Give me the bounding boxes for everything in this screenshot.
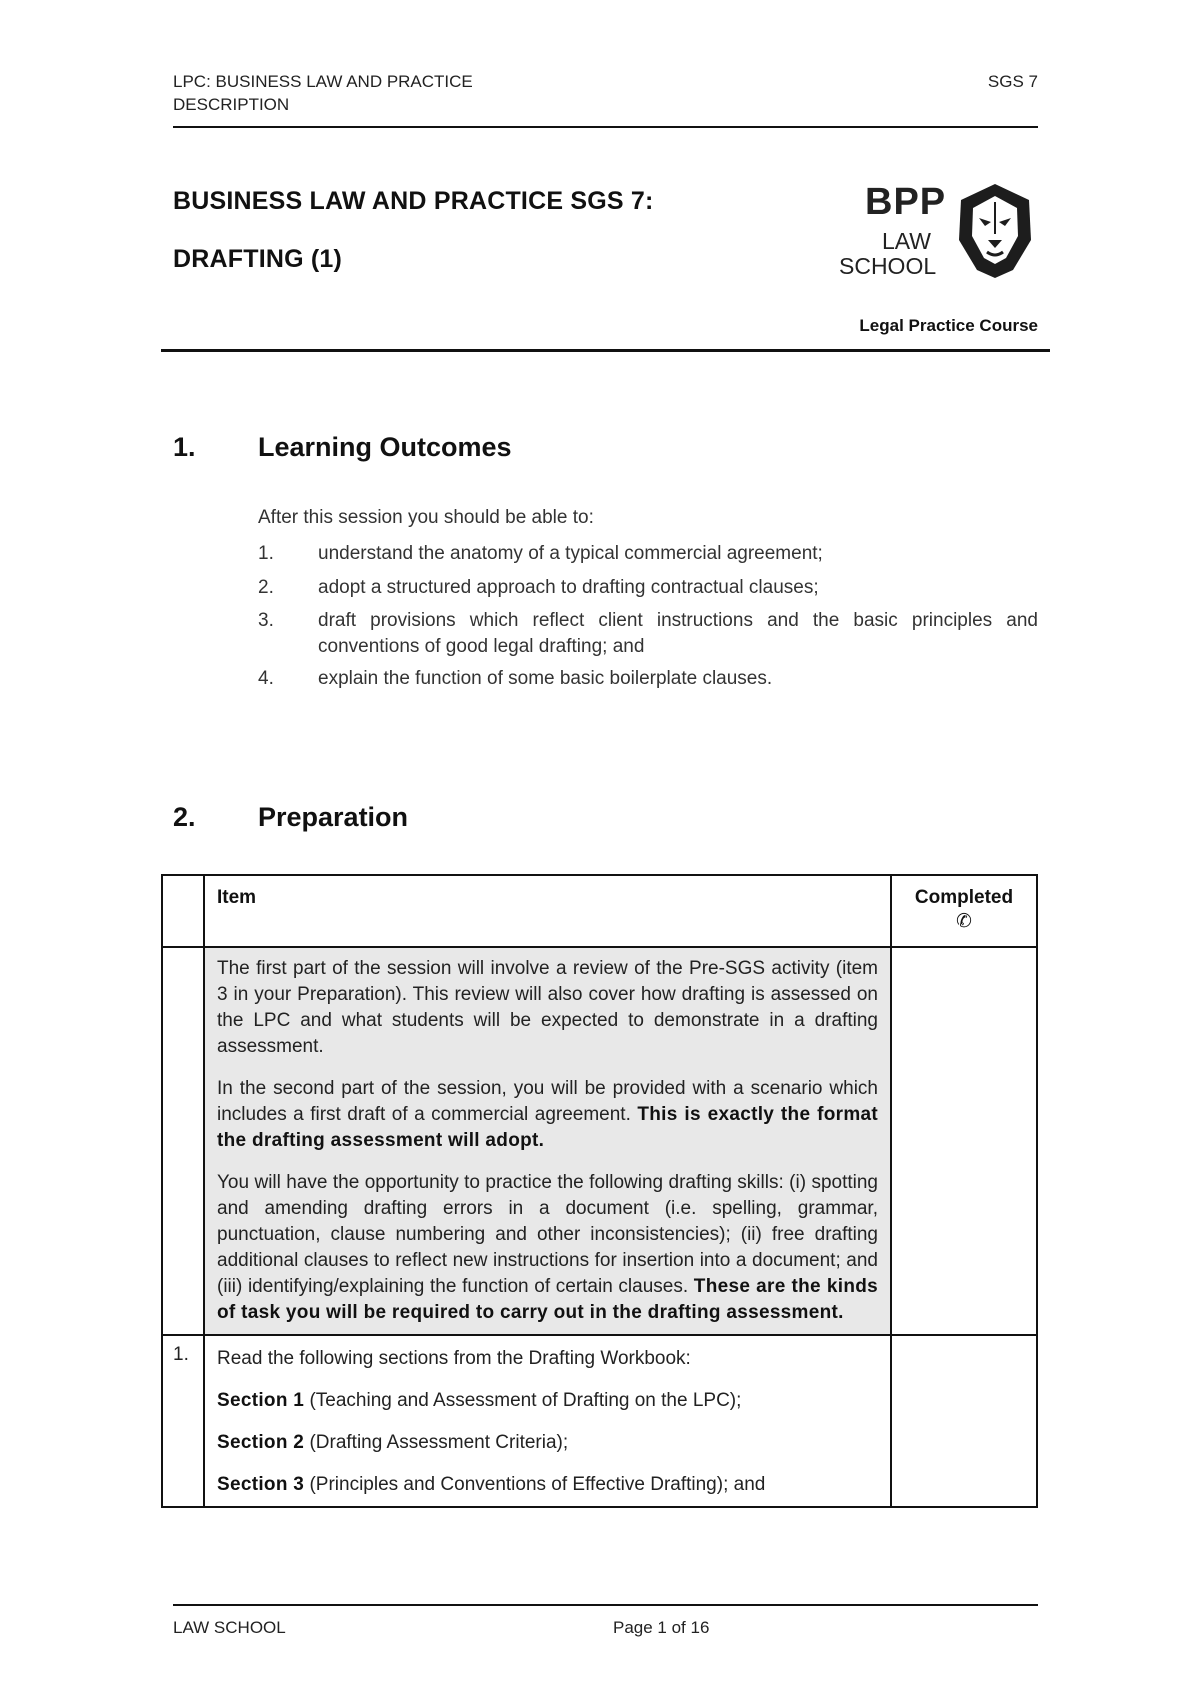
table-header-row [162, 875, 1037, 947]
overview-paragraph-2-text: In the second part of the session, you will be provided with a scenario which includes a first draft of a commercial agreement. [217, 1078, 878, 1125]
table-row [162, 1335, 1037, 1507]
learning-outcomes-intro: After this session you should be able to: [258, 507, 594, 528]
outcome-number: 2. [258, 577, 274, 598]
header-cell-completed [891, 875, 1037, 947]
section-1-title: Learning Outcomes [258, 432, 512, 462]
overview-paragraph-1: The first part of the session will involve a review of the Pre-SGS activity (item 3 in your Preparation). This review will also cover how drafting is assessed on the LPC and what students will be expected to demonstrate in a drafting assessment. [217, 958, 878, 1057]
footer-left: LAW SCHOOL [173, 1618, 286, 1637]
outcome-text: explain the function of some basic boilerplate clauses. [318, 668, 773, 689]
completed-cell [891, 947, 1037, 1335]
table-row [162, 947, 1037, 1335]
header-description: DESCRIPTION [173, 95, 290, 114]
header-sgs-code: SGS 7 [987, 72, 1038, 91]
overview-paragraph-3 [217, 1170, 878, 1326]
lion-head-icon [955, 182, 1035, 280]
overview-paragraph-3-text: You will have the opportunity to practice the following drafting skills: (i) spotting and amending drafting errors in a document (i.e. spelling, grammar, punctuation, clause numbering and other inconsistencies); (ii) free drafting additional clauses to reflect new instructions for insertion into a document; and (iii) identifying/explaining the function of certain clauses. [217, 1172, 878, 1297]
document-title-line2: DRAFTING (1) [173, 245, 343, 273]
completed-label: Completed [914, 887, 1014, 908]
page-number: Page 1 of 16 [613, 1618, 710, 1637]
overview-paragraph-3-bold: These are the kinds of task you will be required to carry out in the drafting assessment. [217, 1276, 878, 1323]
reading-section-2 [217, 1430, 878, 1456]
overview-paragraph-2-bold: This is exactly the format the drafting assessment will adopt. [217, 1104, 879, 1151]
row-number-cell: 1. [162, 1335, 204, 1507]
completed-cell [891, 1335, 1037, 1507]
section-2-title: Preparation [258, 802, 409, 832]
header-rule [173, 126, 1038, 128]
header-course-line: LPC: BUSINESS LAW AND PRACTICE [173, 72, 473, 91]
outcome-text: adopt a structured approach to drafting contractual clauses; [318, 577, 819, 598]
header-cell-number [162, 875, 204, 947]
document-title-line1: BUSINESS LAW AND PRACTICE SGS 7: [173, 187, 654, 215]
outcome-number: 1. [258, 543, 274, 564]
logo-school: SCHOOL [839, 253, 937, 279]
header-cell-item: Item [204, 875, 891, 947]
preparation-table [161, 874, 1038, 1508]
section-label: Section 2 [217, 1432, 305, 1453]
logo-law: LAW [882, 228, 931, 254]
section-text: (Drafting Assessment Criteria); [304, 1432, 569, 1453]
outcome-number: 3. [258, 610, 274, 631]
outcome-number: 4. [258, 668, 274, 689]
bpp-logo [836, 180, 956, 290]
section-label: Section 3 [217, 1474, 305, 1495]
reading-lead: Read the following sections from the Drafting Workbook: [217, 1348, 691, 1369]
reading-cell [204, 1335, 891, 1507]
reading-section-1 [217, 1388, 878, 1414]
section-2-number: 2. [173, 802, 196, 832]
section-text: (Principles and Conventions of Effective Drafting); and [304, 1474, 766, 1495]
overview-paragraph-2 [217, 1076, 878, 1154]
row-number-cell [162, 947, 204, 1335]
footer-rule [173, 1604, 1038, 1606]
section-label: Section 1 [217, 1390, 305, 1411]
outcome-text: understand the anatomy of a typical commercial agreement; [318, 543, 823, 564]
legal-practice-course-label: Legal Practice Course [859, 316, 1038, 335]
section-text: (Teaching and Assessment of Drafting on the LPC); [304, 1390, 742, 1411]
logo-brand: BPP [865, 181, 947, 223]
reading-section-3 [217, 1472, 878, 1498]
section-1-number: 1. [173, 432, 196, 462]
session-overview-cell [204, 947, 891, 1335]
outcome-text: draft provisions which reflect client instructions and the basic principles and conventions of good legal drafting; and [318, 610, 1038, 657]
telephone-icon: ✆ [956, 911, 972, 932]
title-block-rule [161, 349, 1050, 352]
